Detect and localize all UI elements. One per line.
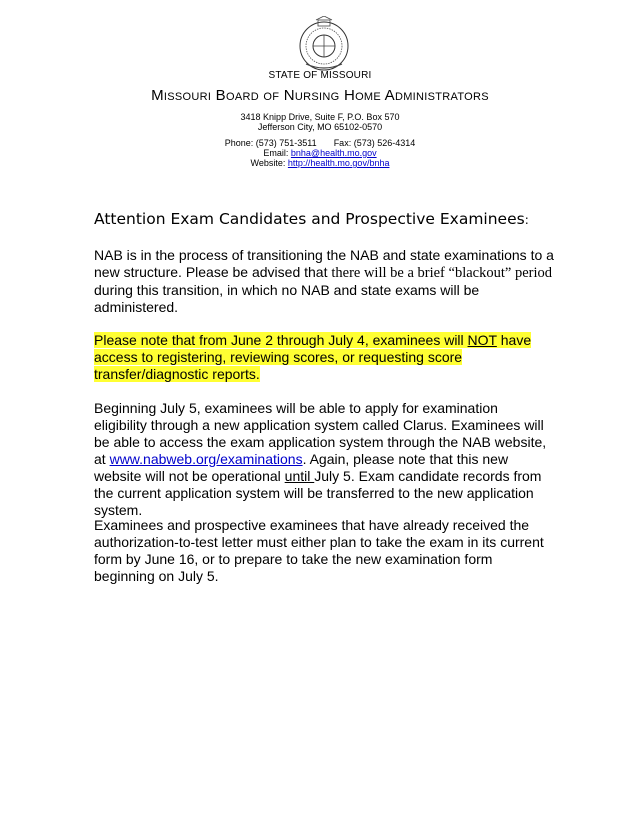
board-name: Missouri Board of Nursing Home Administrators: [151, 87, 489, 104]
fax-number: Fax: (573) 526-4314: [333, 138, 416, 148]
website-label: Website:: [250, 158, 286, 168]
para4-text: Examinees and prospective examinees that have already received the authorization-to-test letter must either plan to take the exam in its current form by June 16, or to prepare to take the new examination form beginning on July 5.: [94, 517, 544, 584]
para2-a: Please note that from June 2 through July 4, examinees will: [94, 332, 468, 348]
heading-colon: :: [524, 213, 529, 227]
paragraph-transition: [94, 247, 554, 316]
state-label: STATE OF MISSOURI: [268, 70, 372, 81]
para1-c: during this transition, in which no NAB and state exams will be administered.: [94, 282, 480, 315]
email-label: Email:: [263, 148, 289, 158]
paragraph-authorization: [94, 517, 554, 585]
address-line-2: Jefferson City, MO 65102-0570: [257, 122, 383, 132]
page-heading: [94, 210, 529, 228]
contact-email: [0, 148, 640, 158]
missouri-state-seal: [296, 16, 352, 72]
para3-until: until: [284, 468, 315, 484]
para3-b: . Again, please note that this new website will not be operational: [94, 451, 509, 484]
para1-b: there will be a brief “blackout” period: [331, 265, 552, 281]
paragraph-blackout-notice: [94, 332, 554, 383]
email-link[interactable]: bnha@health.mo.gov: [290, 148, 377, 158]
address-line-1: 3418 Knipp Drive, Suite F, P.O. Box 570: [240, 112, 400, 122]
para2-b: have access to registering, reviewing scores, or requesting score transfer/diagnostic reports.: [94, 332, 532, 382]
heading-text: Attention Exam Candidates and Prospective Examinees: [94, 210, 525, 228]
website-link[interactable]: http://health.mo.gov/bnha: [287, 158, 390, 168]
paragraph-clarus: [94, 400, 554, 519]
contact-website: [0, 158, 640, 168]
contact-phone-fax: [0, 138, 640, 148]
para2-not: NOT: [467, 332, 497, 348]
para3-c: July 5. Exam candidate records from the current application system will be transferred to the new application system.: [94, 468, 542, 518]
para3-a: Beginning July 5, examinees will be able to apply for examination eligibility through a new application system called Clarus. Examinees will be able to access the exam application system through the NAB website, at: [94, 400, 547, 467]
phone-number: Phone: (573) 751-3511: [224, 138, 317, 148]
para1-a: NAB is in the process of transitioning the NAB and state examinations to a new structure. Please be advised that: [94, 247, 554, 280]
nabweb-examinations-link[interactable]: www.nabweb.org/examinations: [109, 451, 303, 467]
